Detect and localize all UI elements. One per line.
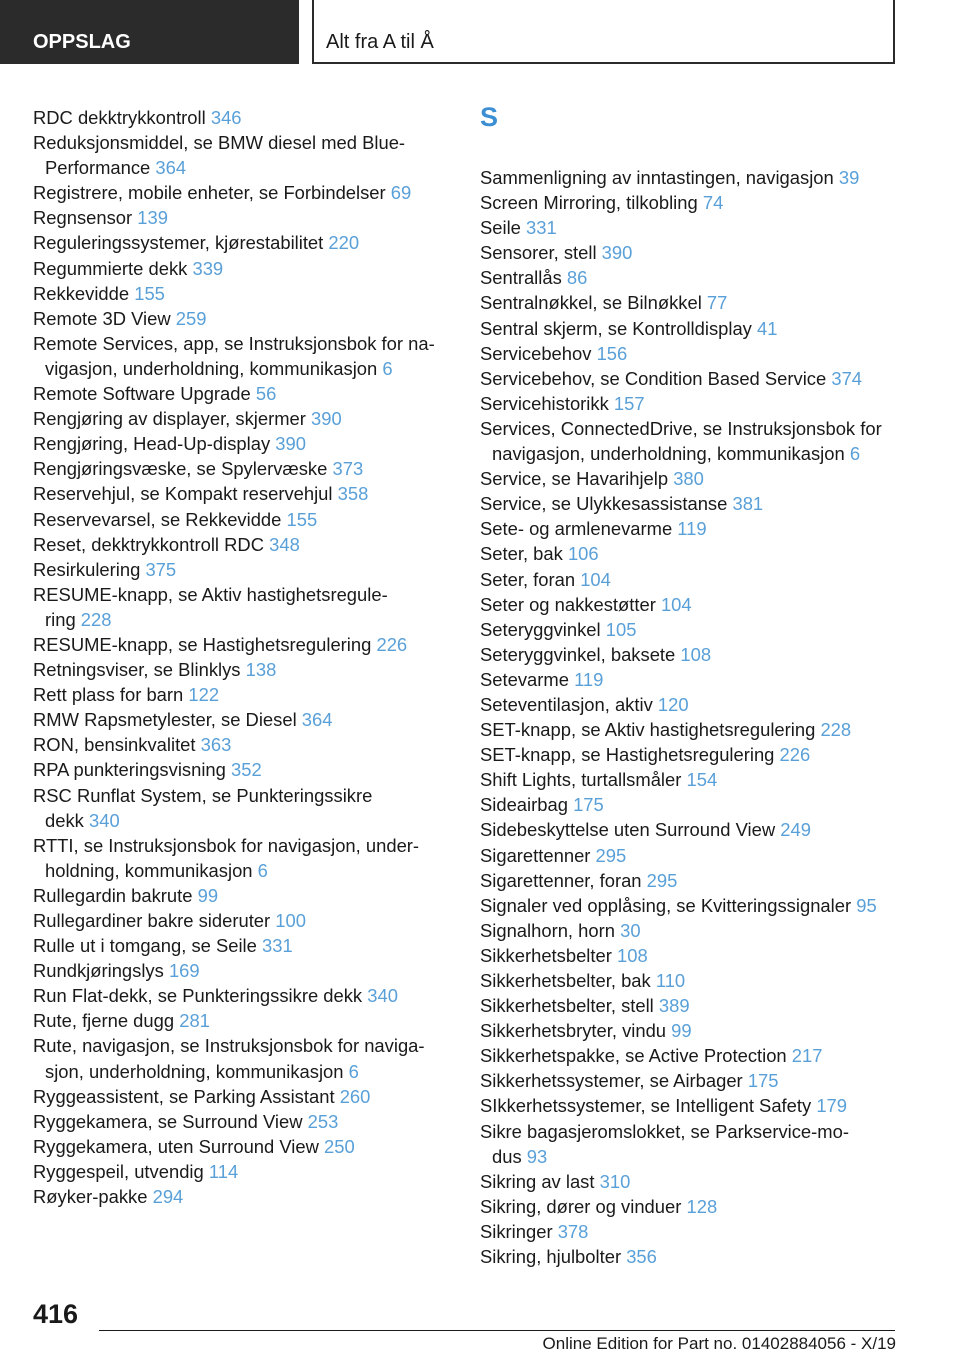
index-entry: [480, 316, 905, 341]
entry-term: Reguleringssystemer, kjørestabilitet: [33, 232, 324, 254]
entry-page-link[interactable]: 108: [680, 643, 712, 665]
index-entry: [480, 190, 905, 215]
index-entry: [480, 240, 905, 265]
index-entry: [33, 1109, 453, 1134]
entry-term: Screen Mirroring, tilkobling: [480, 192, 698, 214]
index-entry: [33, 230, 453, 255]
entry-term: Sikkerhetsbryter, vindu: [480, 1020, 667, 1042]
entry-page-link[interactable]: 6: [257, 859, 268, 881]
entry-term: Reduksjonsmiddel, se BMW diesel med Blue-: [33, 132, 406, 154]
header-title: Alt fra A til Å: [312, 0, 895, 64]
entry-page-link[interactable]: 217: [791, 1045, 823, 1067]
entry-term: Rengjøring, Head-Up-display: [33, 433, 271, 455]
entry-page-link[interactable]: 348: [269, 533, 300, 555]
entry-page-link[interactable]: 259: [175, 307, 207, 329]
entry-page-link[interactable]: 249: [780, 819, 811, 841]
index-entry: [33, 1008, 453, 1033]
index-entry: [480, 466, 905, 491]
entry-term: Sensorer, stell: [480, 242, 597, 264]
entry-term: Regnsensor: [33, 207, 133, 229]
index-entry: [33, 958, 453, 983]
entry-page-link[interactable]: 157: [613, 392, 645, 414]
entry-term: Sikkerhetsbelter: [480, 944, 612, 966]
index-entry: [33, 331, 453, 381]
index-entry: [480, 1068, 905, 1093]
index-entry: [33, 682, 453, 707]
index-entry: [33, 406, 453, 431]
index-entry: [480, 667, 905, 692]
footer-edition-text: Online Edition for Part no. 01402884056 - X/19: [542, 1334, 896, 1353]
entry-page-link[interactable]: 95: [856, 894, 877, 916]
entry-term: Sikring av last: [480, 1170, 595, 1192]
entry-page-link[interactable]: 6: [849, 443, 861, 465]
entry-term: Setevarme: [480, 668, 569, 690]
entry-page-link[interactable]: 139: [137, 207, 168, 229]
entry-page-link[interactable]: 389: [658, 995, 690, 1017]
entry-term: Rute, fjerne dugg: [33, 1010, 175, 1032]
entry-term: Remote Software Upgrade: [33, 383, 251, 405]
index-entry: [33, 557, 453, 582]
entry-page-link[interactable]: 175: [747, 1070, 779, 1092]
index-entry: [480, 1119, 905, 1169]
entry-page-link[interactable]: 169: [168, 960, 200, 982]
index-column-right: [480, 102, 905, 1269]
index-entry: [480, 165, 905, 190]
entry-term: Sentrallås: [480, 267, 562, 289]
entry-term: Ryggespeil, utvendig: [33, 1160, 204, 1182]
index-entry: [480, 692, 905, 717]
entry-page-link[interactable]: 119: [574, 668, 604, 690]
entry-term: Sentral skjerm, se Kontrolldisplay: [480, 317, 752, 339]
index-entry: [480, 1043, 905, 1068]
entry-term: Sikkerhetspakke, se Active Protection: [480, 1045, 787, 1067]
entry-term: Seter og nakkestøtter: [480, 593, 656, 615]
index-entry: [33, 1084, 453, 1109]
entry-term: Sammenligning av inntastingen, navigasjon: [480, 167, 834, 188]
entry-term: Seteryggvinkel, baksete: [480, 643, 676, 665]
entry-page-link[interactable]: 56: [255, 383, 277, 405]
entry-term: RMW Rapsmetylester, se Diesel: [33, 709, 297, 731]
index-entry: [480, 1194, 905, 1219]
entry-page-link[interactable]: 331: [526, 217, 557, 239]
entry-page-link[interactable]: 86: [566, 267, 588, 289]
index-entry: [33, 1033, 453, 1083]
index-entry: [480, 516, 905, 541]
entry-page-link[interactable]: 260: [339, 1085, 371, 1107]
index-entry: [33, 732, 453, 757]
index-entry: [33, 657, 453, 682]
entry-term: Rullegardiner bakre sideruter: [33, 910, 271, 931]
entry-term: Services, ConnectedDrive, se Instruksjonsbok for: [480, 417, 882, 439]
index-entry: [480, 1219, 905, 1244]
index-entry: [480, 1244, 905, 1269]
entry-term-continuation: Performance: [45, 157, 151, 179]
entry-term: Røyker-pakke: [33, 1186, 148, 1208]
entry-page-link[interactable]: 104: [580, 568, 611, 590]
entry-page-link[interactable]: 99: [671, 1020, 692, 1042]
entry-page-link[interactable]: 356: [626, 1246, 657, 1268]
index-entry: [33, 507, 453, 532]
index-entry: [480, 968, 905, 993]
entry-page-link[interactable]: 119: [677, 518, 707, 540]
entry-page-link[interactable]: 310: [599, 1170, 631, 1192]
entry-page-link[interactable]: 175: [573, 794, 604, 816]
entry-page-link[interactable]: 93: [526, 1145, 548, 1167]
entry-term: Rekkevidde: [33, 282, 130, 304]
entry-page-link[interactable]: 138: [245, 659, 277, 681]
index-entry: [33, 256, 453, 281]
entry-page-link[interactable]: 295: [646, 869, 678, 891]
entry-term-continuation: holdning, kommunikasjon: [45, 859, 253, 881]
entry-page-link[interactable]: 39: [838, 167, 860, 188]
entry-term: Retningsviser, se Blinklys: [33, 659, 241, 681]
entry-term: Sigarettenner, foran: [480, 869, 642, 891]
index-entry: [480, 843, 905, 868]
entry-term-continuation: vigasjon, underholdning, kommunikasjon: [45, 357, 378, 379]
entry-page-link[interactable]: 250: [324, 1135, 355, 1157]
entry-page-link[interactable]: 128: [686, 1195, 718, 1217]
index-entry: [33, 306, 453, 331]
entry-term: Sete- og armlenevarme: [480, 518, 673, 540]
entry-term: Reservehjul, se Kompakt reservehjul: [33, 483, 333, 505]
entry-term: Seteventilasjon, aktiv: [480, 693, 653, 715]
entry-term: Rulle ut i tomgang, se Seile: [33, 935, 257, 957]
entry-term: Rundkjøringslys: [33, 960, 164, 982]
index-entry: [33, 983, 453, 1008]
entry-page-link[interactable]: 346: [210, 107, 242, 128]
index-entry: [33, 180, 453, 205]
page-number: 416: [33, 1299, 79, 1329]
entry-term: Seteryggvinkel: [480, 618, 601, 640]
entry-term: RESUME-knapp, se Aktiv hastighetsregule-: [33, 583, 388, 605]
index-entry: [480, 1169, 905, 1194]
index-column-left: [33, 105, 453, 1209]
entry-term-continuation: dekk: [45, 809, 84, 831]
entry-term: Servicehistorikk: [480, 392, 609, 414]
index-entry: [33, 1159, 453, 1184]
entry-page-link[interactable]: 358: [337, 483, 369, 505]
entry-term-continuation: ring: [45, 608, 76, 630]
entry-term: Sikkerhetsbelter, bak: [480, 970, 651, 991]
entry-term: RDC dekktrykkontroll: [33, 107, 206, 128]
entry-term: RON, bensinkvalitet: [33, 734, 196, 756]
entry-page-link[interactable]: 331: [262, 935, 293, 957]
entry-page-link[interactable]: 295: [595, 844, 627, 866]
entry-page-link[interactable]: 339: [192, 257, 224, 279]
entry-page-link[interactable]: 156: [596, 342, 628, 364]
entry-page-link[interactable]: 155: [134, 282, 165, 304]
entry-term: Sikring, hjulbolter: [480, 1246, 622, 1268]
entry-page-link[interactable]: 374: [831, 367, 863, 389]
entry-page-link[interactable]: 155: [286, 508, 318, 530]
entry-term: Ryggekamera, uten Surround View: [33, 1135, 319, 1157]
index-entry: [33, 431, 453, 456]
index-entry: [480, 767, 905, 792]
index-entry: [33, 933, 453, 958]
entry-page-link[interactable]: 228: [820, 719, 852, 741]
index-entry: [33, 582, 453, 632]
index-entry: [33, 757, 453, 782]
entry-page-link[interactable]: 41: [757, 317, 778, 339]
index-entry: [480, 868, 905, 893]
entry-page-link[interactable]: 375: [145, 558, 177, 580]
entry-page-link[interactable]: 364: [155, 157, 187, 179]
entry-page-link[interactable]: 106: [567, 543, 599, 565]
entry-term: Rute, navigasjon, se Instruksjonsbok for naviga-: [33, 1035, 425, 1057]
index-entry: [33, 632, 453, 657]
index-entry: [480, 817, 905, 842]
entry-term: Shift Lights, turtallsmåler: [480, 769, 682, 791]
entry-page-link[interactable]: 77: [706, 292, 728, 314]
index-entry: [480, 943, 905, 968]
entry-term: Reservevarsel, se Rekkevidde: [33, 508, 282, 530]
entry-term: Sidebeskyttelse uten Surround View: [480, 819, 776, 841]
entry-term: Servicebehov, se Condition Based Service: [480, 367, 827, 389]
index-entry: [480, 617, 905, 642]
entry-term: Seter, foran: [480, 568, 576, 590]
index-entry: [480, 893, 905, 918]
entry-page-link[interactable]: 228: [80, 608, 112, 630]
entry-term: Sentralnøkkel, se Bilnøkkel: [480, 292, 702, 314]
entry-term: Regummierte dekk: [33, 257, 188, 279]
entry-page-link[interactable]: 373: [332, 458, 364, 480]
entry-term: Signalhorn, horn: [480, 919, 615, 941]
entry-term: Registrere, mobile enheter, se Forbindelser: [33, 182, 386, 204]
index-entry: [480, 993, 905, 1018]
entry-page-link[interactable]: 378: [557, 1220, 589, 1242]
index-entry: [33, 381, 453, 406]
entry-page-link[interactable]: 100: [275, 910, 306, 931]
index-entry: [480, 742, 905, 767]
entry-page-link[interactable]: 390: [601, 242, 633, 264]
entry-page-link[interactable]: 6: [348, 1060, 359, 1082]
index-entry: [480, 416, 905, 466]
entry-page-link[interactable]: 340: [367, 985, 398, 1007]
entry-page-link[interactable]: 340: [88, 809, 120, 831]
entry-term: SIkkerhetssystemer, se Intelligent Safety: [480, 1095, 812, 1117]
entry-term: RSC Runflat System, se Punkteringssikre: [33, 784, 373, 806]
index-entry: [33, 783, 453, 833]
entry-term: Service, se Ulykkesassistanse: [480, 493, 728, 515]
entry-term: Sigarettenner: [480, 844, 591, 866]
entry-term: Remote 3D View: [33, 307, 171, 329]
entry-page-link[interactable]: 104: [660, 593, 692, 615]
entry-page-link[interactable]: 381: [732, 493, 764, 515]
entry-term-continuation: sjon, underholdning, kommunikasjon: [45, 1060, 344, 1082]
entry-term: Servicebehov: [480, 342, 592, 364]
index-entry: [480, 918, 905, 943]
section-letter: S: [480, 102, 499, 132]
entry-page-link[interactable]: 122: [188, 684, 220, 706]
index-entry: [480, 717, 905, 742]
index-entry: [480, 792, 905, 817]
index-entry: [33, 1134, 453, 1159]
entry-term: Sikringer: [480, 1220, 553, 1242]
index-entry: [480, 592, 905, 617]
entry-term: SET-knapp, se Hastighetsregulering: [480, 744, 775, 766]
entry-page-link[interactable]: 108: [617, 944, 648, 966]
header-section-tab: OPPSLAG: [0, 0, 299, 64]
entry-term: Service, se Havarihjelp: [480, 468, 669, 490]
entry-page-link[interactable]: 99: [197, 884, 219, 906]
entry-term: Seter, bak: [480, 543, 563, 565]
index-entry: [33, 908, 453, 933]
entry-page-link[interactable]: 253: [307, 1110, 339, 1132]
index-entry: [480, 215, 905, 240]
entry-page-link[interactable]: 105: [605, 618, 637, 640]
entry-page-link[interactable]: 352: [231, 759, 262, 781]
index-entry: [33, 481, 453, 506]
entry-page-link[interactable]: 220: [328, 232, 360, 254]
entry-term: Sikring, dører og vinduer: [480, 1195, 682, 1217]
entry-page-link[interactable]: 380: [673, 468, 704, 490]
entry-term: Resirkulering: [33, 558, 141, 580]
entry-page-link[interactable]: 390: [311, 408, 342, 430]
index-entry: [33, 130, 453, 180]
entry-page-link[interactable]: 30: [620, 919, 641, 941]
index-entry: [33, 1184, 453, 1209]
entry-term-continuation: navigasjon, underholdning, kommunikasjon: [492, 443, 845, 465]
entry-page-link[interactable]: 226: [779, 744, 811, 766]
index-entry: [480, 366, 905, 391]
entry-term: Seile: [480, 217, 521, 239]
index-entry: [480, 391, 905, 416]
entry-term: Rengjøringsvæske, se Spylervæske: [33, 458, 328, 480]
index-entry: [480, 1018, 905, 1043]
entry-page-link[interactable]: 74: [702, 192, 724, 214]
entry-term: RPA punkteringsvisning: [33, 759, 226, 781]
index-entry: [480, 290, 905, 315]
footer-divider: [99, 1330, 895, 1331]
entry-page-link[interactable]: 363: [200, 734, 232, 756]
entry-page-link[interactable]: 114: [208, 1160, 239, 1182]
index-entry: [480, 541, 905, 566]
entry-term: Sikkerhetssystemer, se Airbager: [480, 1070, 743, 1092]
entry-term: RESUME-knapp, se Hastighetsregulering: [33, 633, 372, 655]
index-entry: [33, 281, 453, 306]
index-entry: [33, 532, 453, 557]
index-entry: [33, 707, 453, 732]
index-entry: [33, 883, 453, 908]
index-entry: [480, 265, 905, 290]
entry-page-link[interactable]: 226: [376, 633, 408, 655]
index-entry: [480, 1093, 905, 1118]
entry-term: Ryggeassistent, se Parking Assistant: [33, 1085, 335, 1107]
index-entry: [480, 642, 905, 667]
entry-term: RTTI, se Instruksjonsbok for navigasjon, under-: [33, 834, 420, 856]
entry-term-continuation: dus: [492, 1145, 522, 1167]
index-entry: [480, 567, 905, 592]
entry-page-link[interactable]: 179: [816, 1095, 847, 1117]
entry-term: Rengjøring av displayer, skjermer: [33, 408, 306, 430]
index-entry: [33, 833, 453, 883]
entry-term: Rett plass for barn: [33, 684, 184, 706]
entry-page-link[interactable]: 294: [152, 1186, 184, 1208]
entry-term: Ryggekamera, se Surround View: [33, 1110, 303, 1132]
entry-term: Sideairbag: [480, 794, 568, 816]
entry-page-link[interactable]: 120: [657, 693, 689, 715]
entry-term: Remote Services, app, se Instruksjonsbok for na-: [33, 332, 435, 354]
entry-term: Sikre bagasjeromslokket, se Parkservice-mo-: [480, 1120, 849, 1142]
entry-term: Sikkerhetsbelter, stell: [480, 995, 654, 1017]
entry-page-link[interactable]: 69: [390, 182, 412, 204]
index-entry: [480, 491, 905, 516]
entry-term: Signaler ved opplåsing, se Kvitteringssignaler: [480, 894, 852, 916]
entry-term: SET-knapp, se Aktiv hastighetsregulering: [480, 719, 816, 741]
entry-term: Rullegardin bakrute: [33, 884, 193, 906]
entry-page-link[interactable]: 6: [382, 357, 393, 379]
entry-page-link[interactable]: 390: [275, 433, 306, 455]
index-entry: [480, 341, 905, 366]
entry-page-link[interactable]: 110: [655, 970, 686, 991]
entry-page-link[interactable]: 154: [686, 769, 718, 791]
entry-page-link[interactable]: 364: [301, 709, 333, 731]
index-entry: [33, 456, 453, 481]
entry-page-link[interactable]: 281: [179, 1010, 210, 1032]
entry-term: Reset, dekktrykkontroll RDC: [33, 533, 264, 555]
index-entry: [33, 205, 453, 230]
index-entry: [33, 105, 453, 130]
entry-term: Run Flat-dekk, se Punkteringssikre dekk: [33, 985, 363, 1007]
